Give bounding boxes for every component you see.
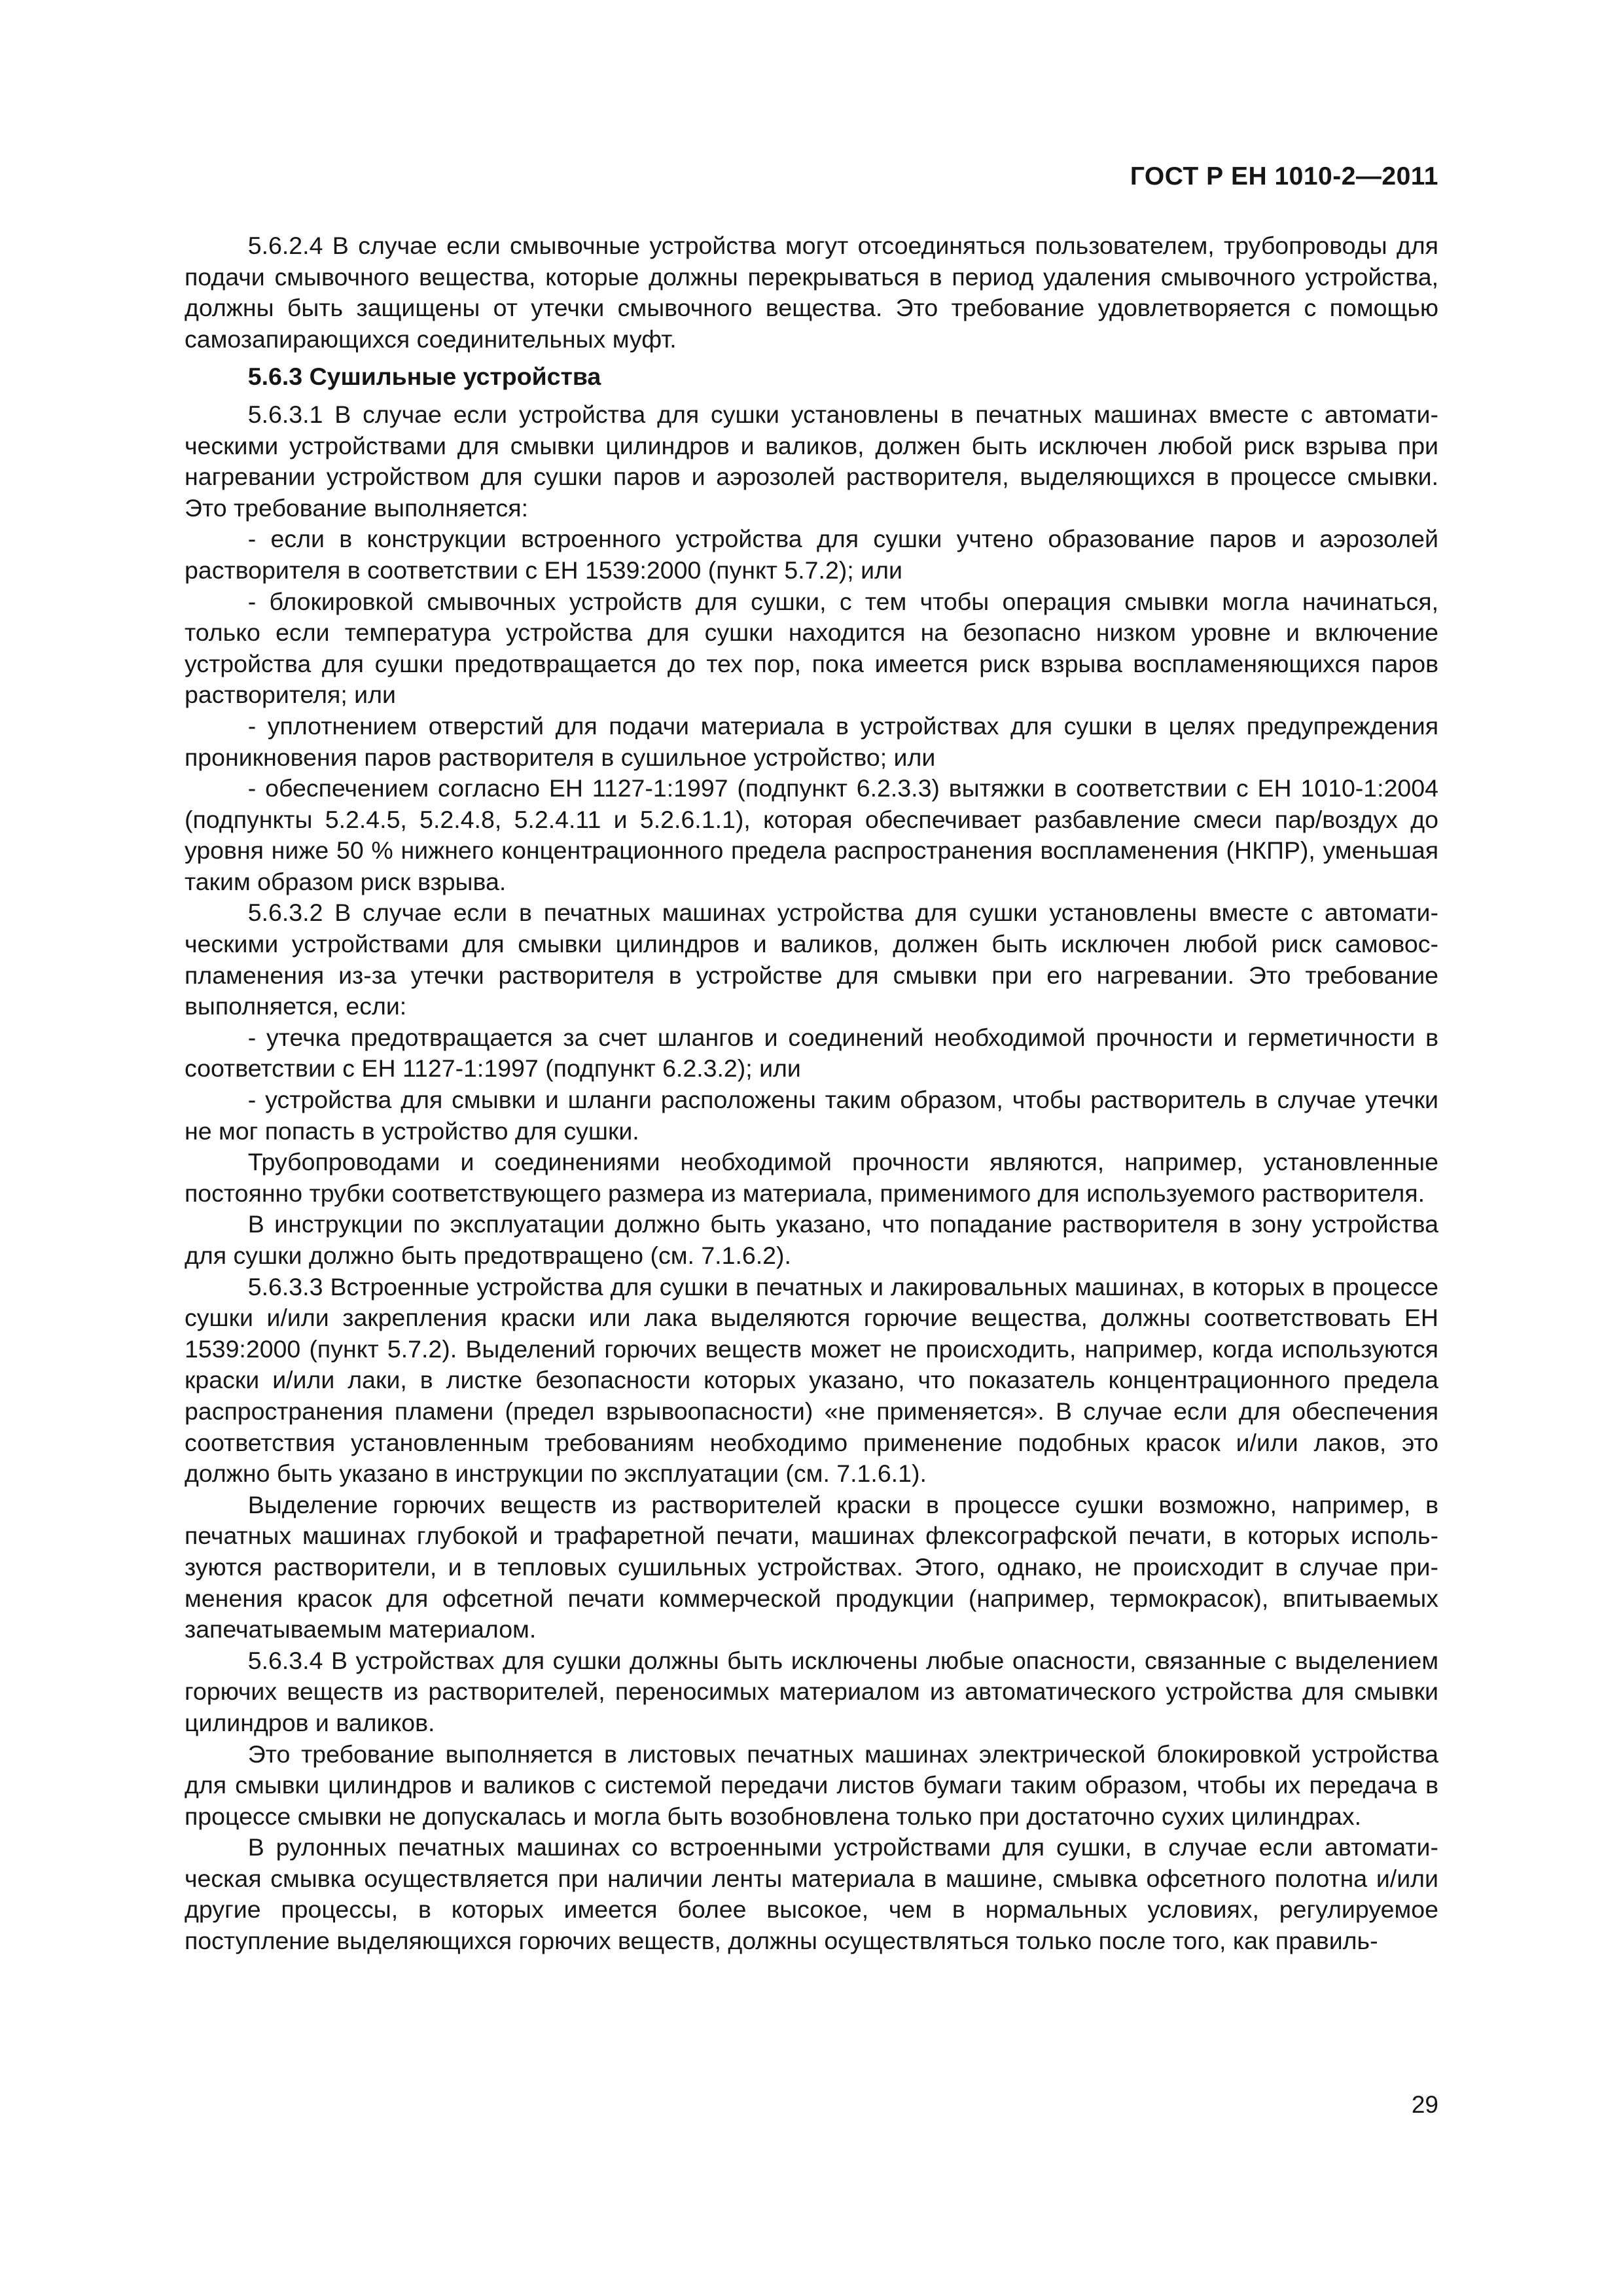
list-item: - уплотнением отверстий для подачи материала в устройствах для сушки в целях предупреждения проникновения паров растворителя в сушильное устройство; или bbox=[185, 711, 1438, 771]
paragraph: Трубопроводами и соединениями необходимой прочности являются, например, установленные постоянно трубки соответствующего размера из материала, применимого для используемого растворителя. bbox=[185, 1148, 1438, 1207]
paragraph-5-6-3-4: 5.6.3.4 В устройствах для сушки должны быть исключены любые опасности, связанные с выделением горючих веществ из растворителей, переносимых материалом из автоматического устройства для смывки цилиндров и валиков. bbox=[185, 1646, 1438, 1736]
paragraph-5-6-2-4: 5.6.2.4 В случае если смывочные устройства могут отсоединяться пользователем, трубопроводы для подачи смывочного вещества, которые должны перекрываться в период удаления смывочного устройства, должны быть защищены от утечки смывочного вещества. Это требование удовлетворяется с помощью самозапирающихся соединительных муфт. bbox=[185, 232, 1438, 353]
paragraph: В рулонных печатных машинах со встроенными устройствами для сушки, в случае если автоматическая смывка осуществляется при наличии ленты материала в машине, смывка офсетного полотна и/или другие процессы, в которых имеется более высокое, чем в нормальных условиях, регулируемое поступление выделяющихся горючих веществ, должны осуществляться только после того, как правиль- bbox=[185, 1833, 1438, 1955]
document-body bbox=[185, 230, 1438, 1957]
list-item: - устройства для смывки и шланги расположены таким образом, чтобы растворитель в случае утечки не мог попасть в устройство для сушки. bbox=[185, 1086, 1438, 1145]
paragraph: В инструкции по эксплуатации должно быть указано, что попадание растворителя в зону устройства для сушки должно быть предотвращено (см. 7.1.6.2). bbox=[185, 1210, 1438, 1269]
list-item: - если в конструкции встроенного устройства для сушки учтено образование паров и аэрозолей растворителя в соответствии с ЕН 1539:2000 (пункт 5.7.2); или bbox=[185, 525, 1438, 584]
list-item: - блокировкой смывочных устройств для сушки, с тем чтобы операция смывки могла начинаться, только если температура устройства для сушки находится на безопасно низком уровне и включение устройства для сушки предотвращается до тех пор, пока имеется риск взрыва воспламеняющихся паров растворителя; или bbox=[185, 587, 1438, 709]
list-item: - утечка предотвращается за счет шлангов и соединений необходимой прочности и герметичности в соответствии с ЕН 1127-1:1997 (подпункт 6.2.3.2); или bbox=[185, 1023, 1438, 1083]
paragraph: Это требование выполняется в листовых печатных машинах электрической блокировкой устройства для смывки цилиндров и валиков с системой передачи листов бумаги таким образом, чтобы их передача в процессе смывки не допускалась и могла быть возобновлена только при достаточно сухих цилиндрах. bbox=[185, 1740, 1438, 1830]
paragraph-5-6-3-1: 5.6.3.1 В случае если устройства для сушки установлены в печатных машинах вместе с автоматическими устройствами для смывки цилиндров и валиков, должен быть исключен любой риск взрыва при нагревании устройством для сушки паров и аэрозолей растворителя, выделяющихся в процессе смывки. Это требование выполняется: bbox=[185, 400, 1438, 522]
paragraph-5-6-3-2: 5.6.3.2 В случае если в печатных машинах устройства для сушки установлены вместе с автоматическими устройствами для смывки цилиндров и валиков, должен быть исключен любой риск самовоспламенения из-за утечки растворителя в устройстве для смывки при его нагревании. Это требование выполняется, если: bbox=[185, 899, 1438, 1020]
list-item: - обеспечением согласно ЕН 1127-1:1997 (подпункт 6.2.3.3) вытяжки в соответствии с ЕН 1010-1:2004 (подпункты 5.2.4.5, 5.2.4.8, 5.2.4.11 и 5.2.6.1.1), которая обеспечивает разбавление смеси пар/воздух до уровня ниже 50 % нижнего концентрационного предела распространения воспламенения (НКПР), уменьшая таким образом риск взрыва. bbox=[185, 774, 1438, 895]
paragraph-5-6-3-3: 5.6.3.3 Встроенные устройства для сушки в печатных и лакировальных машинах, в которых в процессе сушки и/или закрепления краски или лака выделяются горючие вещества, должны соответствовать ЕН 1539:2000 (пункт 5.7.2). Выделений горючих веществ может не происходить, например, когда используются краски и/или лаки, в листке безопасности которых указано, что показатель концентрационного предела распространения пламени (предел взрывоопасности) «не применяется». В случае если для обеспечения соответствия установленным требованиям необходимо применение подобных красок и/или лаков, это должно быть указано в инструкции по эксплуатации (см. 7.1.6.1). bbox=[185, 1272, 1438, 1488]
page-number: 29 bbox=[1411, 2091, 1438, 2118]
paragraph: Выделение горючих веществ из растворителей краски в процессе сушки возможно, например, в печатных машинах глубокой и трафаретной печати, машинах флексографской печати, в которых используются растворители, и в тепловых сушильных устройствах. Этого, однако, не происходит в случае применения красок для офсетной печати коммерческой продукции (например, термокрасок), впитываемых запечатываемым материалом. bbox=[185, 1490, 1438, 1643]
section-heading-5-6-3: 5.6.3 Сушильные устройства bbox=[247, 363, 601, 391]
standard-header: ГОСТ Р ЕН 1010-2—2011 bbox=[1130, 162, 1438, 190]
